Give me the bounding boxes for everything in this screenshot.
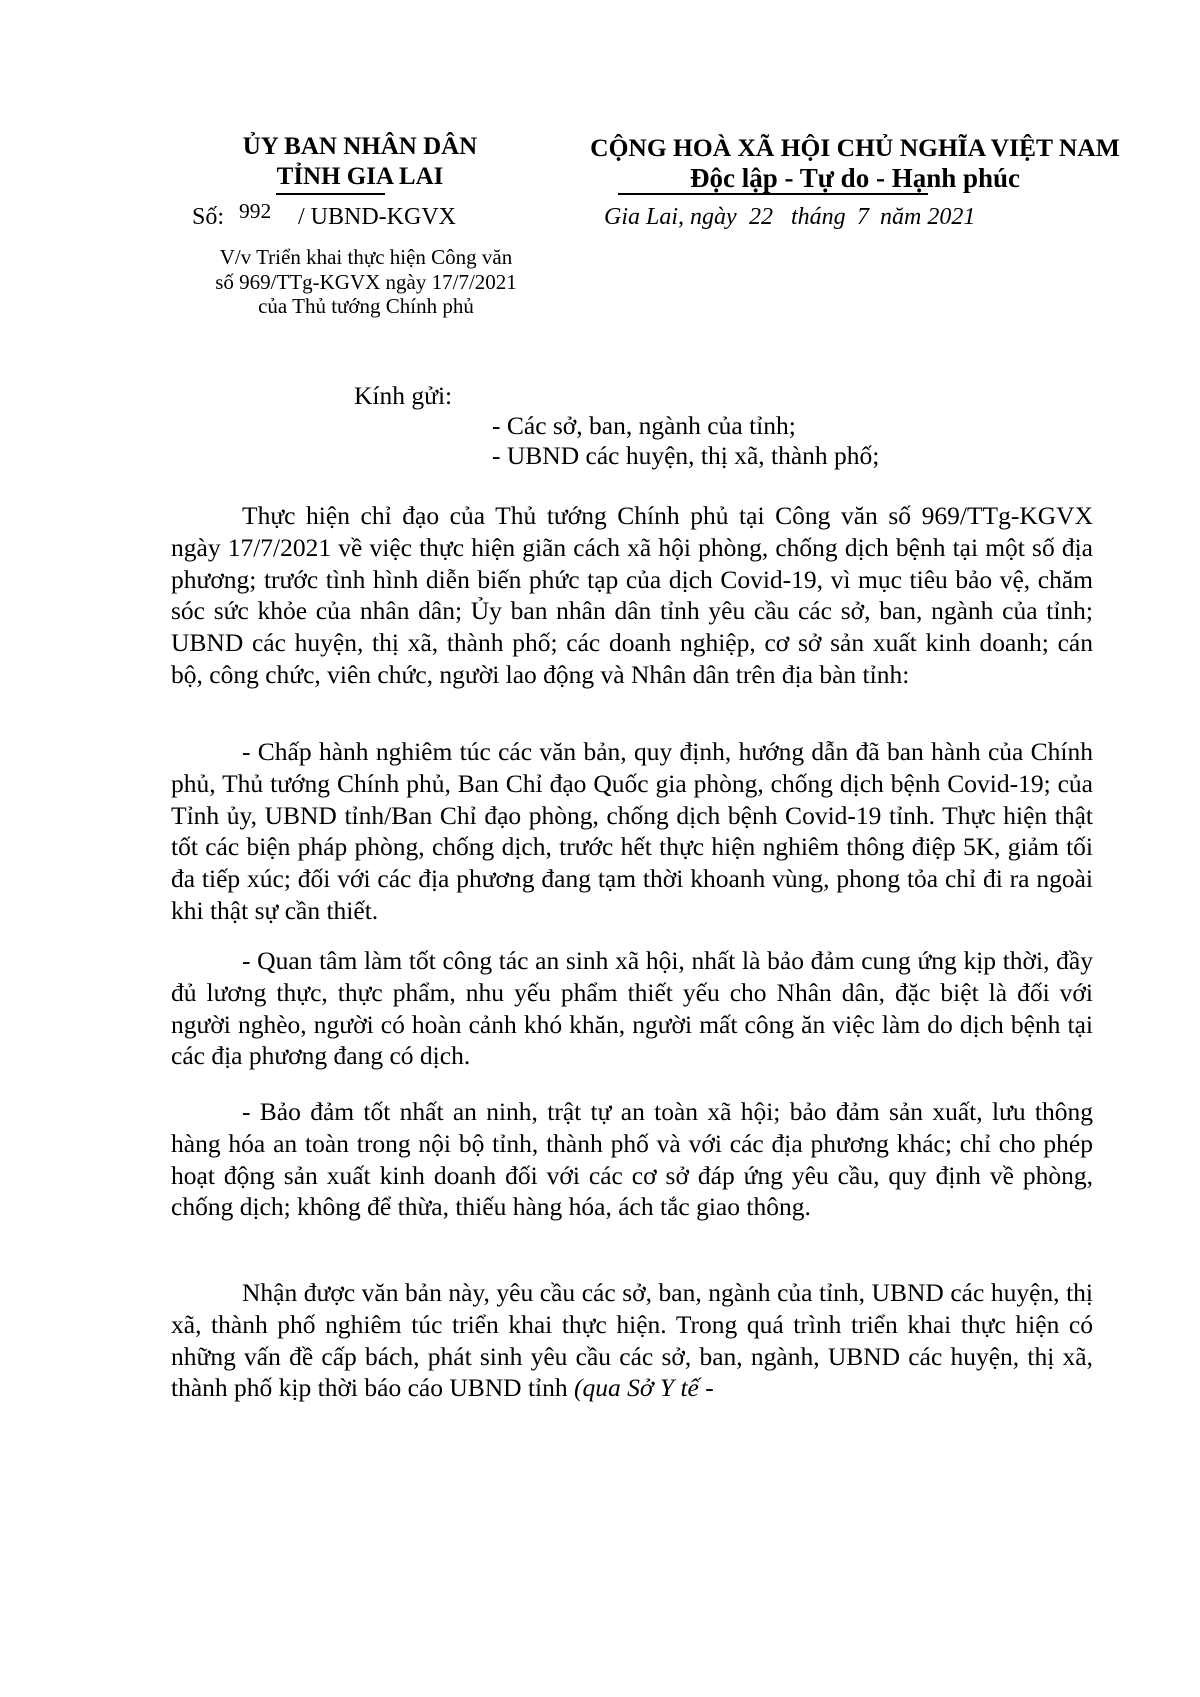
subject-line2: số 969/TTg-KGVX ngày 17/7/2021: [215, 270, 517, 294]
recipients-label: Kính gửi:: [354, 381, 453, 410]
org-name-line1: ỦY BAN NHÂN DÂN: [242, 133, 478, 160]
org-name-line2: TỈNH GIA LAI: [276, 163, 444, 190]
body-paragraph-1-text: Thực hiện chỉ đạo của Thủ tướng Chính phủ tại Công văn số 969/TTg-KGVX ngày 17/7/2021 về việc thực hiện giãn cách xã hội phòng, chống dịch bệnh tại một số địa phương; trước tình hình diễn biến phức tạp của dịch Covid-19, vì mục tiêu bảo vệ, chăm sóc sức khỏe của nhân dân; Ủy ban nhân dân tỉnh yêu cầu các sở, ban, ngành của tỉnh; UBND các huyện, thị xã, thành phố; các doanh nghiệp, cơ sở sản xuất kinh doanh; cán bộ, công chức, viên chức, người lao động và Nhân dân trên địa bàn tỉnh:: [171, 501, 1093, 689]
date-month: 7: [857, 204, 869, 230]
nation-name: CỘNG HOÀ XÃ HỘI CHỦ NGHĨA VIỆT NAM: [590, 133, 1120, 162]
recipient-item: - Các sở, ban, ngành của tỉnh;: [492, 411, 796, 440]
body-paragraph-2-text: - Chấp hành nghiêm túc các văn bản, quy định, hướng dẫn đã ban hành của Chính phủ, Thủ tướng Chính phủ, Ban Chỉ đạo Quốc gia phòng, chống dịch bệnh Covid-19; của Tỉnh ủy, UBND tỉnh/Ban Chỉ đạo phòng, chống dịch bệnh Covid-19 tỉnh. Thực hiện thật tốt các biện pháp phòng, chống dịch, trước hết thực hiện nghiêm thông điệp 5K, giảm tối đa tiếp xúc; đối với các địa phương đang tạm thời khoanh vùng, phong tỏa chỉ đi ra ngoài khi thật sự cần thiết.: [171, 737, 1093, 925]
recipient-item: - UBND các huyện, thị xã, thành phố;: [492, 441, 880, 470]
body-paragraph-5-italic: (qua Sở Y tế -: [574, 1373, 714, 1403]
subject-line1: V/v Triển khai thực hiện Công văn: [219, 245, 513, 269]
body-paragraph-1: [171, 500, 1093, 691]
doc-number-label: Số:: [192, 204, 225, 230]
motto-underline: [618, 193, 928, 195]
body-paragraph-4: [171, 1096, 1093, 1223]
body-paragraph-2: [171, 736, 1093, 927]
body-paragraph-3: [171, 945, 1093, 1072]
body-paragraph-4-text: - Bảo đảm tốt nhất an ninh, trật tự an toàn xã hội; bảo đảm sản xuất, lưu thông hàng hóa an toàn trong nội bộ tỉnh, thành phố và với các địa phương khác; chỉ cho phép hoạt động sản xuất kinh doanh đối với các cơ sở đáp ứng yêu cầu, quy định về phòng, chống dịch; không để thừa, thiếu hàng hóa, ách tắc giao thông.: [171, 1097, 1093, 1222]
date-month-label: tháng: [791, 204, 846, 230]
date-year: năm 2021: [880, 204, 976, 230]
doc-number-suffix: / UBND-KGVX: [298, 204, 456, 230]
date-place: Gia Lai, ngày: [604, 204, 737, 230]
doc-number-value: 992: [239, 199, 272, 223]
org-underline: [276, 193, 385, 195]
nation-motto: Độc lập - Tự do - Hạnh phúc: [689, 163, 1021, 193]
date-day: 22: [749, 204, 773, 230]
body-paragraph-5: [171, 1277, 1093, 1404]
subject-line3: của Thủ tướng Chính phủ: [258, 294, 474, 318]
body-paragraph-5-text: Nhận được văn bản này, yêu cầu các sở, ban, ngành của tỉnh, UBND các huyện, thị xã, thành phố nghiêm túc triển khai thực hiện. Trong quá trình triển khai thực hiện có những vấn đề cấp bách, phát sinh yêu cầu các sở, ban, ngành, UBND các huyện, thị xã, thành phố kịp thời báo cáo UBND tỉnh: [171, 1278, 1093, 1403]
body-paragraph-3-text: - Quan tâm làm tốt công tác an sinh xã hội, nhất là bảo đảm cung ứng kịp thời, đầy đủ lương thực, thực phẩm, nhu yếu phẩm thiết yếu cho Nhân dân, đặc biệt là đối với người nghèo, người có hoàn cảnh khó khăn, người mất công ăn việc làm do dịch bệnh tại các địa phương đang có dịch.: [171, 946, 1093, 1071]
